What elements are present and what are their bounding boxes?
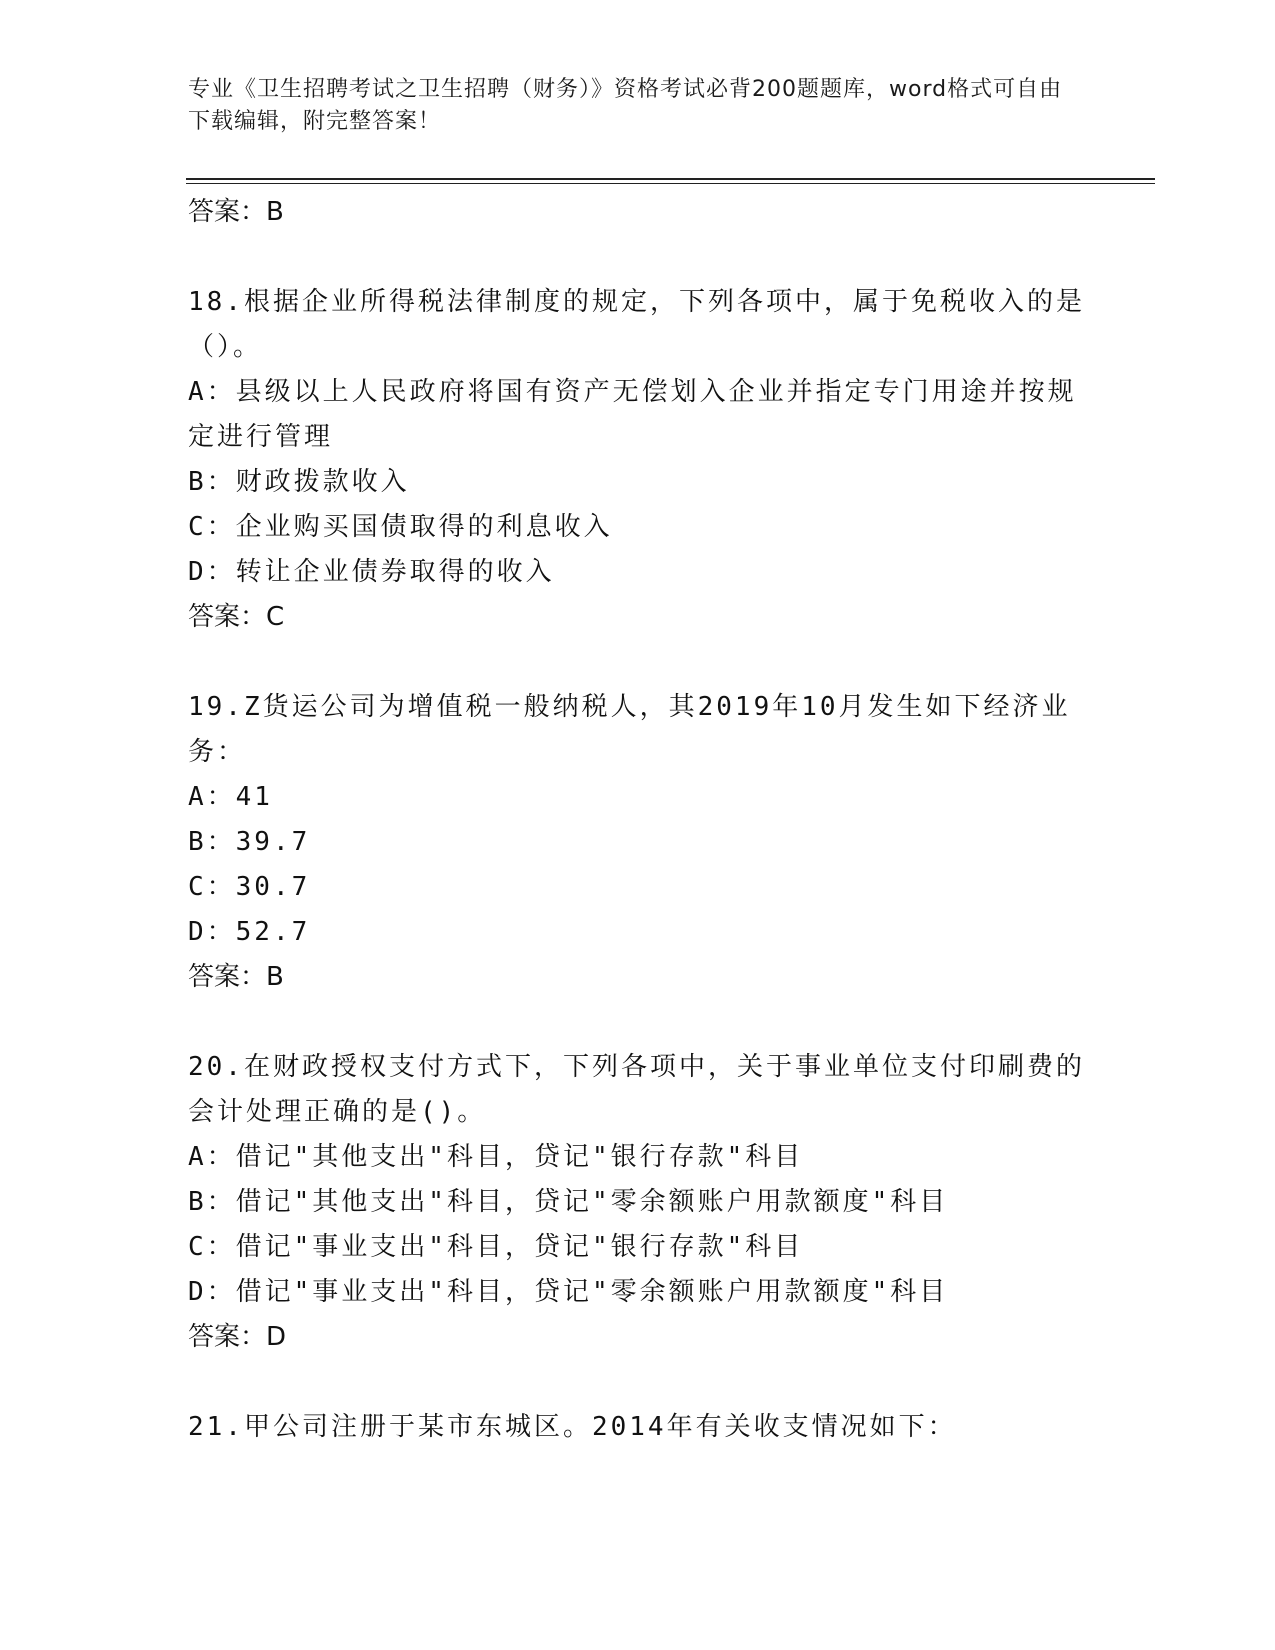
- option-b: B：借记"其他支出"科目，贷记"零余额账户用款额度"科目: [188, 1187, 949, 1217]
- option-d: D：借记"事业支出"科目，贷记"零余额账户用款额度"科目: [188, 1277, 949, 1307]
- question-block-21: [188, 1405, 1088, 1450]
- option-b: B：39.7: [188, 827, 311, 857]
- document-header: 专业《卫生招聘考试之卫生招聘（财务）》资格考试必背200题题库，word格式可自由下载编辑，附完整答案！: [188, 77, 1063, 134]
- question-block-19: [188, 685, 1088, 999]
- option-c: C：企业购买国债取得的利息收入: [188, 512, 613, 542]
- option-d: D：52.7: [188, 917, 311, 947]
- header-divider-thick: [186, 178, 1155, 180]
- answer-label: 答案：D: [188, 1322, 287, 1352]
- question-stem: 19.Z货运公司为增值税一般纳税人，其2019年10月发生如下经济业务：: [188, 692, 1071, 767]
- answer-label: 答案：B: [188, 197, 284, 227]
- option-d: D：转让企业债券取得的收入: [188, 557, 555, 587]
- option-a: A：县级以上人民政府将国有资产无偿划入企业并指定专门用途并按规定进行管理: [188, 377, 1077, 452]
- question-stem: 21.甲公司注册于某市东城区。2014年有关收支情况如下：: [188, 1412, 957, 1442]
- question-stem: 20.在财政授权支付方式下，下列各项中，关于事业单位支付印刷费的会计处理正确的是()。: [188, 1052, 1085, 1127]
- header-divider-thin: [186, 183, 1155, 184]
- answer-label: 答案：B: [188, 962, 284, 992]
- question-content: [188, 190, 1088, 1450]
- answer-label: 答案：C: [188, 602, 285, 632]
- question-block-20: [188, 1045, 1088, 1359]
- option-a: A：41: [188, 782, 273, 812]
- option-c: C：借记"事业支出"科目，贷记"银行存款"科目: [188, 1232, 804, 1262]
- option-b: B：财政拨款收入: [188, 467, 410, 497]
- option-c: C：30.7: [188, 872, 311, 902]
- question-block-18: [188, 280, 1088, 639]
- option-a: A：借记"其他支出"科目，贷记"银行存款"科目: [188, 1142, 804, 1172]
- question-stem: 18.根据企业所得税法律制度的规定，下列各项中，属于免税收入的是（）。: [188, 287, 1085, 362]
